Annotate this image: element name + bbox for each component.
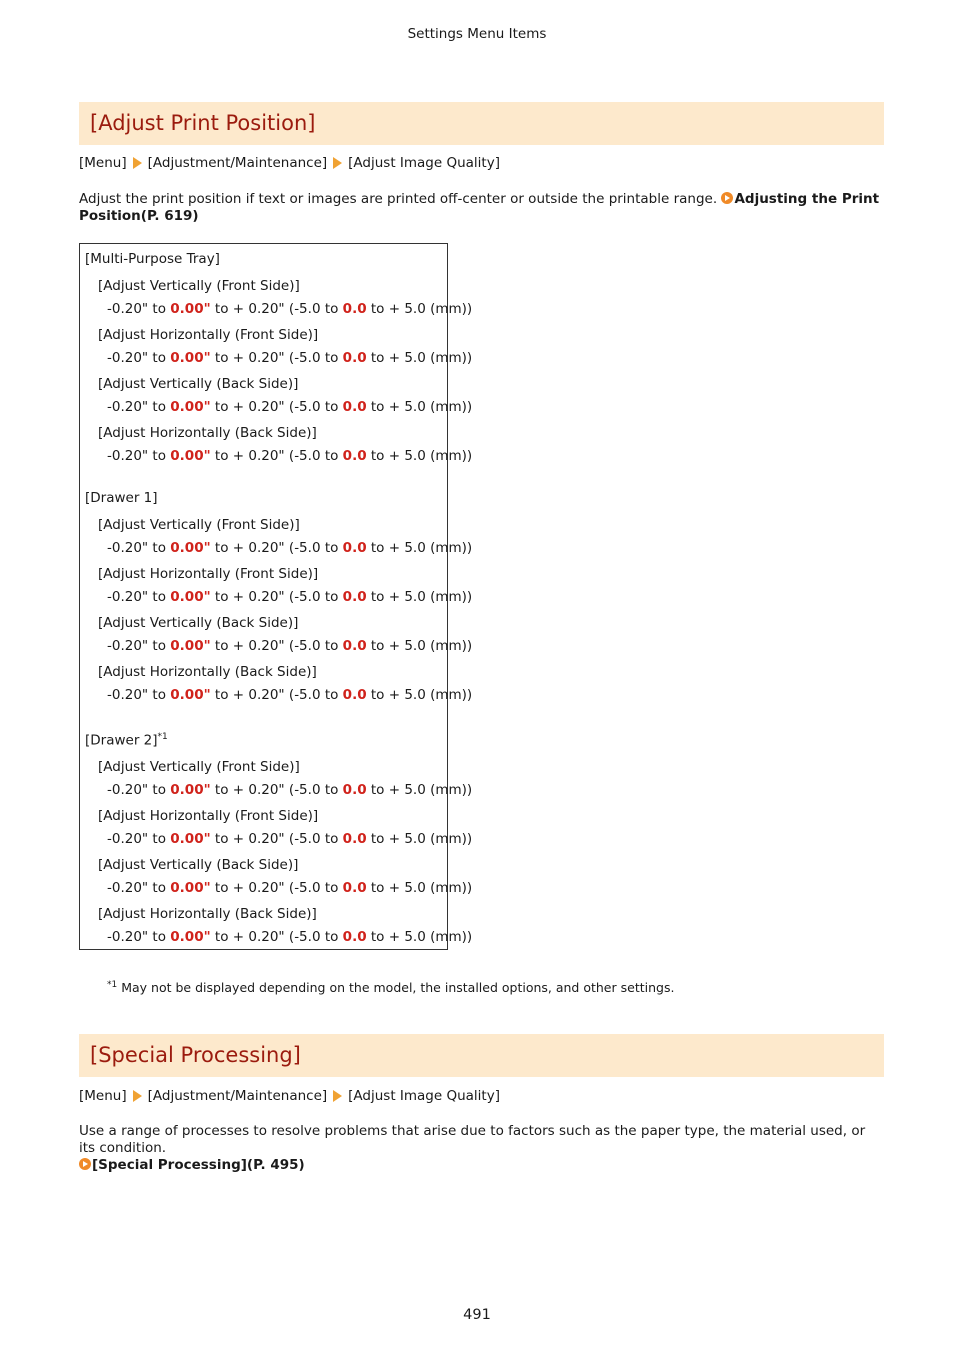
- special-processing-link[interactable]: [79, 1157, 305, 1173]
- range-text: to + 5.0 (mm)): [366, 350, 473, 366]
- range-text: to + 0.20" (-5.0 to: [210, 350, 343, 366]
- range-text: -0.20" to: [107, 540, 171, 556]
- default-value: 0.00": [170, 448, 211, 464]
- default-value: 0.0: [342, 350, 367, 366]
- default-value: 0.0: [342, 540, 367, 556]
- setting-item: [Adjust Horizontally (Front Side)]: [98, 327, 319, 343]
- setting-range: [107, 540, 472, 556]
- group-label-text: [Drawer 1]: [85, 490, 158, 506]
- range-text: to + 5.0 (mm)): [366, 687, 473, 703]
- range-text: to + 5.0 (mm)): [366, 880, 473, 896]
- range-text: -0.20" to: [107, 782, 171, 798]
- range-text: -0.20" to: [107, 350, 171, 366]
- default-value: 0.00": [170, 831, 211, 847]
- default-value: 0.0: [342, 638, 367, 654]
- group-label: [85, 251, 220, 267]
- breadcrumb-item: [Adjust Image Quality]: [348, 1088, 500, 1104]
- group-label: [85, 490, 158, 506]
- range-text: -0.20" to: [107, 399, 171, 415]
- setting-item: [Adjust Vertically (Back Side)]: [98, 857, 299, 873]
- range-text: to + 5.0 (mm)): [366, 929, 473, 945]
- arrow-right-icon: [333, 1090, 342, 1102]
- default-value: 0.00": [170, 350, 211, 366]
- setting-range: [107, 638, 472, 654]
- range-text: to + 0.20" (-5.0 to: [210, 301, 343, 317]
- range-text: to + 0.20" (-5.0 to: [210, 399, 343, 415]
- range-text: to + 5.0 (mm)): [366, 589, 473, 605]
- breadcrumb: [79, 1088, 500, 1104]
- footnote-text: May not be displayed depending on the model, the installed options, and other settings.: [117, 980, 675, 996]
- setting-range: [107, 687, 472, 703]
- range-text: -0.20" to: [107, 687, 171, 703]
- range-text: to + 5.0 (mm)): [366, 638, 473, 654]
- setting-range: [107, 782, 472, 798]
- setting-item: [Adjust Horizontally (Back Side)]: [98, 906, 317, 922]
- range-text: to + 0.20" (-5.0 to: [210, 540, 343, 556]
- range-text: to + 0.20" (-5.0 to: [210, 448, 343, 464]
- setting-range: [107, 301, 472, 317]
- breadcrumb-item: [Adjust Image Quality]: [348, 155, 500, 171]
- default-value: 0.00": [170, 880, 211, 896]
- setting-range: [107, 350, 472, 366]
- default-value: 0.0: [342, 782, 367, 798]
- link-text: Adjusting the Print Position(P. 619): [79, 191, 880, 224]
- default-value: 0.00": [170, 929, 211, 945]
- setting-item: [Adjust Vertically (Front Side)]: [98, 278, 300, 294]
- default-value: 0.0: [342, 589, 367, 605]
- default-value: 0.0: [342, 880, 367, 896]
- range-text: to + 5.0 (mm)): [366, 301, 473, 317]
- range-text: to + 0.20" (-5.0 to: [210, 880, 343, 896]
- page-number: 491: [463, 1307, 491, 1323]
- range-text: -0.20" to: [107, 301, 171, 317]
- breadcrumb: [79, 155, 500, 171]
- setting-item: [Adjust Horizontally (Front Side)]: [98, 566, 319, 582]
- default-value: 0.00": [170, 782, 211, 798]
- setting-range: [107, 831, 472, 847]
- setting-range: [107, 448, 472, 464]
- range-text: to + 5.0 (mm)): [366, 782, 473, 798]
- range-text: -0.20" to: [107, 589, 171, 605]
- section-description: [79, 1123, 884, 1174]
- default-value: 0.00": [170, 589, 211, 605]
- range-text: to + 5.0 (mm)): [366, 399, 473, 415]
- breadcrumb-item: [Adjustment/Maintenance]: [147, 1088, 328, 1104]
- breadcrumb-item: [Menu]: [79, 155, 127, 171]
- setting-item: [Adjust Horizontally (Front Side)]: [98, 808, 319, 824]
- section-description: [79, 191, 884, 225]
- range-text: to + 0.20" (-5.0 to: [210, 929, 343, 945]
- default-value: 0.00": [170, 687, 211, 703]
- default-value: 0.00": [170, 638, 211, 654]
- link-arrow-icon: [79, 1158, 91, 1170]
- setting-range: [107, 399, 472, 415]
- breadcrumb-item: [Menu]: [79, 1088, 127, 1104]
- default-value: 0.0: [342, 831, 367, 847]
- setting-item: [Adjust Horizontally (Back Side)]: [98, 425, 317, 441]
- group-label-text: [Multi-Purpose Tray]: [85, 251, 220, 267]
- arrow-right-icon: [333, 157, 342, 169]
- range-text: -0.20" to: [107, 880, 171, 896]
- arrow-right-icon: [133, 1090, 142, 1102]
- range-text: to + 5.0 (mm)): [366, 540, 473, 556]
- range-text: -0.20" to: [107, 831, 171, 847]
- range-text: to + 0.20" (-5.0 to: [210, 687, 343, 703]
- group-label-text: [Drawer 2]: [85, 732, 158, 749]
- default-value: 0.0: [342, 448, 367, 464]
- setting-range: [107, 589, 472, 605]
- range-text: -0.20" to: [107, 638, 171, 654]
- link-arrow-icon: [721, 192, 733, 204]
- setting-item: [Adjust Vertically (Front Side)]: [98, 759, 300, 775]
- range-text: to + 5.0 (mm)): [366, 448, 473, 464]
- footnote-mark: *1: [107, 980, 118, 990]
- description-text: Adjust the print position if text or images are printed off-center or outside the printable range.: [79, 191, 718, 207]
- footnote-ref: *1: [157, 732, 168, 742]
- group-label: [85, 732, 168, 749]
- default-value: 0.0: [342, 301, 367, 317]
- setting-range: [107, 929, 472, 945]
- setting-item: [Adjust Vertically (Front Side)]: [98, 517, 300, 533]
- setting-item: [Adjust Horizontally (Back Side)]: [98, 664, 317, 680]
- setting-item: [Adjust Vertically (Back Side)]: [98, 615, 299, 631]
- settings-range-box: [79, 243, 473, 950]
- default-value: 0.00": [170, 301, 211, 317]
- default-value: 0.00": [170, 540, 211, 556]
- range-text: to + 0.20" (-5.0 to: [210, 782, 343, 798]
- section-title-special-processing: [Special Processing]: [79, 1034, 884, 1077]
- default-value: 0.0: [342, 929, 367, 945]
- description-text: Use a range of processes to resolve problems that arise due to factors such as the paper type, the material used, or its condition.: [79, 1123, 866, 1156]
- range-text: -0.20" to: [107, 929, 171, 945]
- page-header: Settings Menu Items: [407, 26, 547, 42]
- breadcrumb-item: [Adjustment/Maintenance]: [147, 155, 328, 171]
- default-value: 0.0: [342, 687, 367, 703]
- footnote: [107, 980, 674, 995]
- range-text: to + 5.0 (mm)): [366, 831, 473, 847]
- range-text: to + 0.20" (-5.0 to: [210, 638, 343, 654]
- range-text: -0.20" to: [107, 448, 171, 464]
- setting-item: [Adjust Vertically (Back Side)]: [98, 376, 299, 392]
- arrow-right-icon: [133, 157, 142, 169]
- link-text: [Special Processing](P. 495): [92, 1157, 305, 1173]
- range-text: to + 0.20" (-5.0 to: [210, 831, 343, 847]
- default-value: 0.0: [342, 399, 367, 415]
- section-title-adjust-print-position: [Adjust Print Position]: [79, 102, 884, 145]
- range-text: to + 0.20" (-5.0 to: [210, 589, 343, 605]
- setting-range: [107, 880, 472, 896]
- default-value: 0.00": [170, 399, 211, 415]
